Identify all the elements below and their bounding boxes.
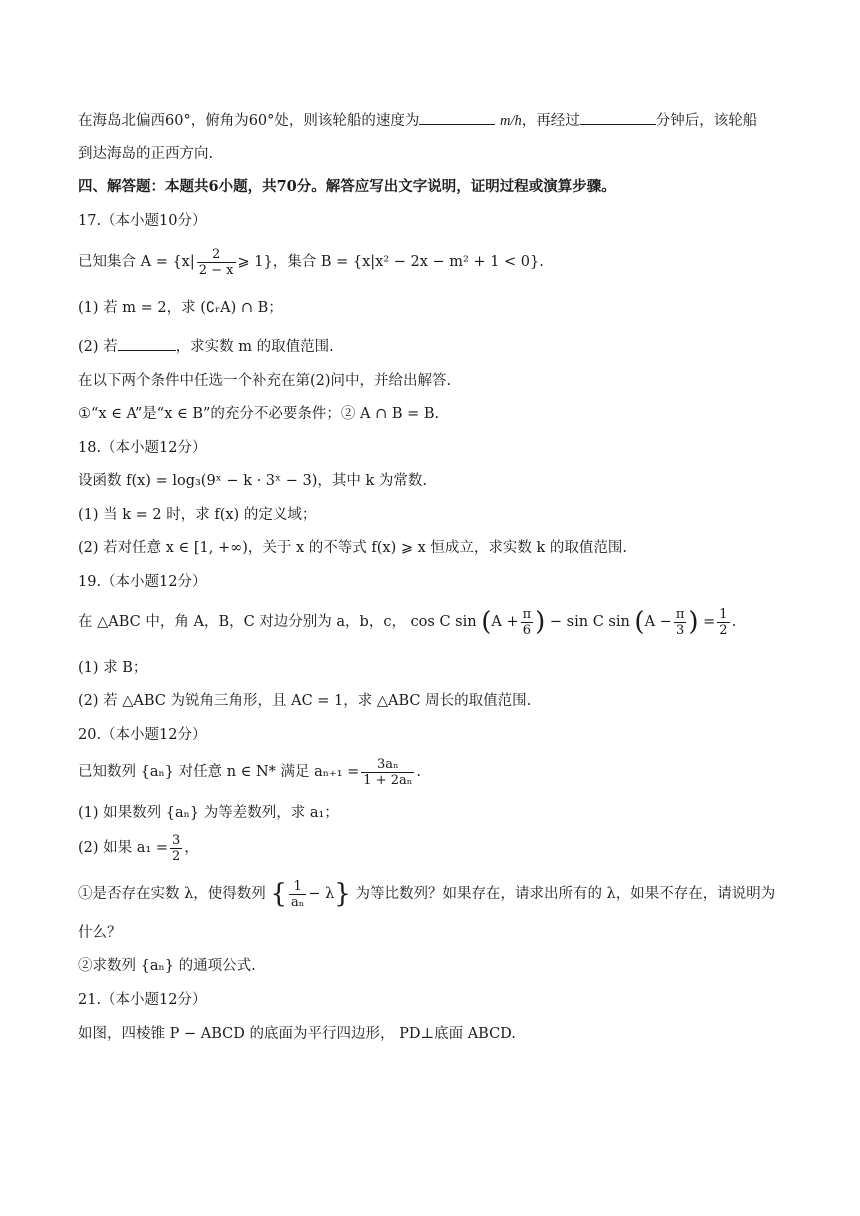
q17-part2-b: ，求实数 m 的取值范围.: [175, 339, 334, 355]
q19-frac-pi3: [674, 607, 687, 638]
q19-six: 6: [522, 622, 531, 638]
q20-brace-open: {: [270, 879, 287, 909]
q17-blank: [118, 336, 176, 351]
q19-frac-pi6: [521, 607, 534, 638]
q19-paren-open-1: (: [481, 607, 492, 637]
q20-q1-b: 为等比数列？如果存在，请求出所有的 λ，如果不存在，请说明为: [355, 886, 776, 902]
q18-part2: (2) 若对任意 x ∈ [1, +∞)，关于 x 的不等式 f(x) ⩾ x 恒成立，求实数 k 的取值范围.: [78, 540, 628, 556]
q16-text-b: ，再经过: [521, 113, 580, 129]
q20-frac-num: 3aₙ: [361, 757, 414, 773]
q17-options: ①“x ∈ A”是“x ∈ B”的充分不必要条件；② A ∩ B = B.: [78, 406, 440, 422]
section4-heading: 四、解答题：本题共6小题，共70分。解答应写出文字说明，证明过程或演算步骤。: [78, 178, 616, 195]
q19-part2: (2) 若 △ABC 为锐角三角形，且 AC = 1，求 △ABC 周长的取值范围.: [78, 693, 532, 709]
q21-header: 21.（本小题12分）: [78, 992, 207, 1008]
q20-header: 20.（本小题12分）: [78, 727, 207, 743]
q20-stem-a: 已知数列 {aₙ} 对任意 n ∈ N* 满足 aₙ₊₁ =: [78, 764, 360, 780]
q19-paren-close-1: ): [535, 607, 546, 637]
q20-q1-a: ①是否存在实数 λ，使得数列: [78, 886, 266, 902]
q20-q1-den: aₙ: [290, 894, 305, 910]
q17-stem-a: 已知集合 A = {x|: [78, 254, 195, 270]
q20-part1: (1) 如果数列 {aₙ} 为等差数列，求 a₁；: [78, 805, 339, 821]
q19-three: 3: [675, 622, 685, 638]
q21-stem: 如图，四棱锥 P − ABCD 的底面为平行四边形， PD⊥底面 ABCD.: [78, 1026, 516, 1042]
q20-part2: (2) 如果 a₁ = $\frac{3}{2}$ ，: [78, 832, 199, 864]
q19-two: 2: [719, 622, 728, 638]
q19-paren-close-2: ): [688, 607, 699, 637]
q17-note: 在以下两个条件中任选一个补充在第(2)问中，并给出解答.: [78, 373, 452, 389]
q20-part2-den: 2: [171, 848, 181, 864]
q19-pi-b: π: [675, 606, 685, 622]
q19-part1: (1) 求 B；: [78, 660, 148, 676]
q20-q2: ②求数列 {aₙ} 的通项公式.: [78, 958, 256, 974]
q20-part2-a: (2) 如果 a₁ =: [78, 840, 168, 856]
q19-paren2-text: A −: [644, 614, 672, 630]
q19-paren1-text: A +: [491, 614, 519, 630]
q17-stem: [78, 242, 544, 282]
q17-fraction: [197, 247, 236, 278]
q17-part2-a: (2) 若: [78, 339, 118, 355]
q18-part1: (1) 当 k = 2 时，求 f(x) 的定义域；: [78, 507, 317, 523]
q20-brace-close: }: [334, 879, 351, 909]
q17-part1: (1) 若 m = 2，求 (∁ᵣA) ∩ B；: [78, 300, 283, 316]
q19-one: 1: [719, 606, 728, 622]
q17-part2: [78, 336, 334, 358]
q19-mid: − sin C sin: [549, 614, 630, 630]
q17-frac-den: 2 − x: [198, 262, 234, 278]
q17-header: 17.（本小题10分）: [78, 213, 207, 229]
q20-q1-c: 什么？: [78, 925, 122, 941]
q19-header: 19.（本小题12分）: [78, 574, 207, 590]
q20-part2-num: 3: [171, 832, 181, 848]
q16-blank-speed: [419, 110, 495, 125]
q16-text-c: 分钟后，该轮船: [655, 113, 758, 129]
q20-q1-minus: − λ: [308, 886, 335, 902]
q18-stem: 设函数 f(x) = log₃(9ˣ − k · 3ˣ − 3)，其中 k 为常数.: [78, 473, 428, 489]
q20-q1: [78, 874, 775, 914]
q17-stem-b: ⩾ 1}，集合 B = {x|x² − 2x − m² + 1 < 0}.: [237, 254, 544, 270]
q19-stem-a: 在 △ABC 中，角 A，B，C 对边分别为 a，b，c， cos C sin: [78, 614, 477, 630]
q18-header: 18.（本小题12分）: [78, 440, 207, 456]
q20-q1-num: 1: [289, 879, 306, 895]
q19-eq: =: [703, 614, 716, 630]
q16-line1: [78, 110, 757, 132]
q20-frac-den: 1 + 2aₙ: [363, 772, 413, 788]
q19-stem: 在 △ABC 中，角 A，B，C 对边分别为 a，b，c， cos C sin (A + $\frac{\pi}{6}$ ) − sin C sin (A − $\frac{\pi}{3}$ ) = $\frac{1}{2}$ .: [78, 606, 737, 638]
q20-part2-frac: [170, 833, 182, 864]
q20-fraction: [361, 757, 414, 788]
q17-frac-num: 2: [197, 247, 236, 263]
q16-line2: 到达海岛的正西方向.: [78, 146, 214, 162]
q20-stem: 已知数列 {aₙ} 对任意 n ∈ N* 满足 aₙ₊₁ = $\frac{\text{3aₙ}}{\text{1 + 2aₙ}}$ .: [78, 756, 421, 788]
q19-pi-a: π: [522, 606, 532, 622]
q20-q1-frac: [289, 879, 306, 910]
q16-unit: m/h: [500, 113, 522, 129]
q16-text-a: 在海岛北偏西60°，俯角为60°处，则该轮船的速度为: [78, 113, 420, 129]
q19-paren-open-2: (: [634, 607, 645, 637]
q19-frac-half: [717, 607, 729, 638]
q16-blank-minutes: [580, 110, 656, 125]
